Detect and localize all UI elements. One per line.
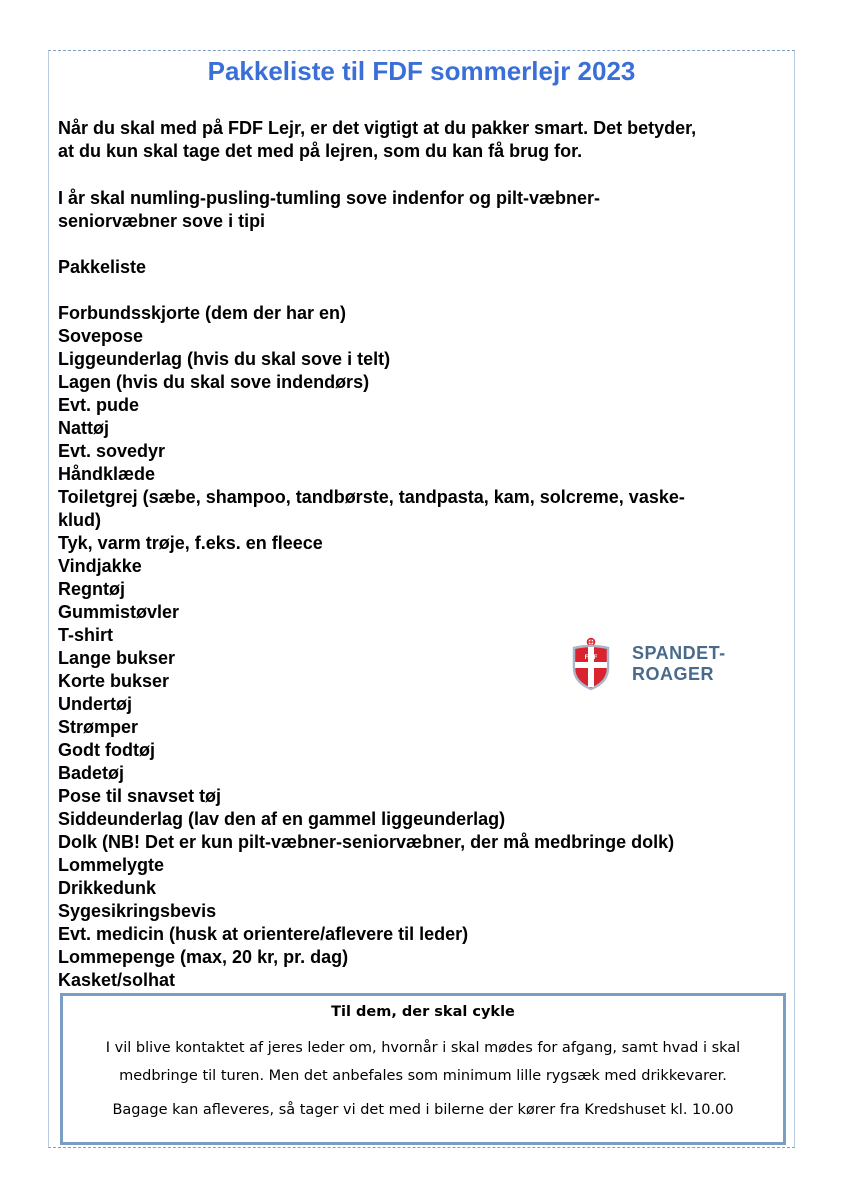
cycling-info-title: Til dem, der skal cykle [331,1004,515,1020]
list-item: Evt. medicin (husk at orientere/aflevere til leder) [58,924,469,944]
list-item: Undertøj [58,694,132,714]
list-item: Toiletgrej (sæbe, shampoo, tandbørste, tandpasta, kam, solcreme, vaske- [58,487,685,507]
cycling-info-line: Bagage kan afleveres, så tager vi det med i bilerne der kører fra Kredshuset kl. 10.00 [112,1102,734,1118]
list-item: Badetøj [58,763,125,783]
emblem-letters: FDF [584,654,598,661]
sleeping-note [58,187,768,233]
list-item: Godt fodtøj [58,740,155,760]
intro-line: Når du skal med på FDF Lejr, er det vigtigt at du pakker smart. Det betyder, [58,118,697,138]
list-item: Drikkedunk [58,878,157,898]
list-item: Håndklæde [58,464,156,484]
logo-line: ROAGER [632,664,715,684]
list-item: Liggeunderlag (hvis du skal sove i telt) [58,349,391,369]
list-item: klud) [58,510,101,530]
list-item: Sovepose [58,326,144,346]
list-item: Evt. pude [58,395,140,415]
spandet-roager-logo [568,636,726,692]
list-item: Korte bukser [58,671,170,691]
intro-line: at du kun skal tage det med på lejren, som du kan få brug for. [58,141,583,161]
list-item: Gummistøvler [58,602,180,622]
list-item: Lange bukser [58,648,176,668]
list-item: Nattøj [58,418,109,438]
list-item: Pose til snavset tøj [58,786,222,806]
list-item: Regntøj [58,579,125,599]
list-item: Evt. sovedyr [58,441,166,461]
fdf-shield-icon [568,636,614,692]
list-item: Strømper [58,717,139,737]
list-item: Kasket/solhat [58,970,176,990]
list-item: T-shirt [58,625,114,645]
list-item: Lagen (hvis du skal sove indendørs) [58,372,370,392]
list-item: Forbundsskjorte (dem der har en) [58,303,347,323]
cycling-info-box [60,993,786,1145]
list-item: Siddeunderlag (lav den af en gammel liggeunderlag) [58,809,506,829]
list-item: Vindjakke [58,556,142,576]
list-heading: Pakkeliste [58,257,147,277]
list-item: Tyk, varm trøje, f.eks. en fleece [58,533,323,553]
list-item: Lommelygte [58,855,165,875]
sleeping-note-line: seniorvæbner sove i tipi [58,211,266,231]
logo-wordmark [632,643,726,685]
cycling-info-line: I vil blive kontaktet af jeres leder om, hvornår i skal mødes for afgang, samt hvad i skal [105,1040,741,1056]
list-item: Lommepenge (max, 20 kr, pr. dag) [58,947,349,967]
logo-line: SPANDET- [632,643,726,663]
list-item: Dolk (NB! Det er kun pilt-væbner-seniorvæbner, der må medbringe dolk) [58,832,675,852]
page-title: Pakkeliste til FDF sommerlejr 2023 [207,56,636,86]
list-item: Sygesikringsbevis [58,901,217,921]
intro-paragraph [58,117,768,163]
sleeping-note-line: I år skal numling-pusling-tumling sove indenfor og pilt-væbner- [58,188,601,208]
cycling-info-line: medbringe til turen. Men det anbefales som minimum lille rygsæk med drikkevarer. [119,1068,727,1084]
